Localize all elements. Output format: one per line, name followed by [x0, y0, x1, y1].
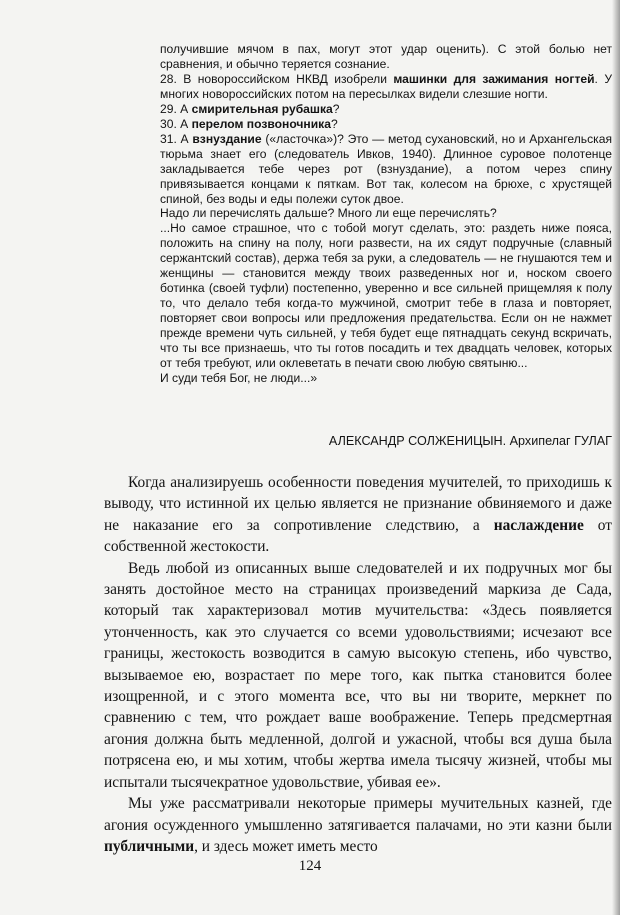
main-paragraph-1: Когда анализируешь особенности поведения мучителей, то приходишь к выводу, что истинной их целью является не признание обвиняемого и даже не наказание его за сопротивление следствию, а наслаждение от собственной жестокости.: [104, 474, 612, 556]
attribution-work: Архипелаг ГУЛАГ: [509, 434, 612, 448]
epigraph-quote: [160, 42, 612, 386]
main-paragraph-2: Ведь любой из описанных выше следователей и их подручных мог бы занять достойное место на страницах произведений маркиза де Сада, который так характеризовал мотив мучительства: «Здесь появляется утонченность, как это случается со всеми удовольствиями; исчезают все границы, жестокость возводится в самую высокую степень, ибо чувство, вызываемое ею, возрастает по мере того, как пытка становится более изощренной, и с этого момента все, что вы ни творите, меркнет по сравнению с тем, что рождает ваше воображение. Теперь предсмертная агония должна быть медленной, долгой и ужасной, чтобы вся душа была потрясена ею, и мы хотим, чтобы жертва имела тысячу жизней, чтобы мы испытали тысячекратное удовольствие, убивая ее».: [104, 559, 612, 791]
page-number: 124: [298, 858, 322, 874]
attribution-author: АЛЕКСАНДР СОЛЖЕНИЦЫН.: [328, 434, 507, 448]
quote-item-29: 29. А смирительная рубашка?: [160, 101, 340, 116]
quote-intro-line: получившие мячом в пах, могут этот удар оценить). С этой болью нет сравнения, и обычно теряется сознание.: [160, 42, 612, 71]
quote-item-31: 31. А взнуздание («ласточка»)? Это — метод сухановский, но и Архангельская тюрьма знает его (следователь Ивков, 1940). Длинное суровое полотенце закладывается тебе через рот (взнуздание), а потом через спину привязывается концами к пяткам. Вот так, колесом на брюхе, с хрустящей спиной, без воды и еды полежи суток двое.: [160, 131, 612, 206]
quote-item-30: 30. А перелом позвоночника?: [160, 116, 338, 131]
quote-question: Надо ли перечислять дальше? Много ли еще перечислять?: [160, 206, 497, 221]
quote-item-28: 28. В новороссийском НКВД изобрели машинки для зажимания ногтей. У многих новороссийских потом на пересылках видели слезшие ногти.: [160, 71, 612, 101]
quote-attribution: [200, 434, 612, 448]
page-edge-shadow: [612, 0, 620, 915]
quote-passage: ...Но самое страшное, что с тобой могут сделать, это: раздеть ниже пояса, положить на спину на полу, ноги развести, на их сядут подручные (славный сержантский состав), держа тебя за руки, а следователь — не гнушаются тем и женщины — становится между твоих разведенных ног и, носком своего ботинка (своей туфли) постепенно, уверенно и все сильней прищемляя к полу то, что делало тебя когда-то мужчиной, смотрит тебе в глаза и повторяет, повторяет свои вопросы или предложения предательства. Если он не нажмет прежде времени чуть сильней, у тебя будет еще пятнадцать секунд вскричать, что ты все признаешь, что ты готов посадить и тех двадцать человек, которых от тебя требуют, или оклеветать в печати свою любую святыню...: [160, 221, 612, 371]
main-paragraph-3: Мы уже рассматривали некоторые примеры мучительных казней, где агония осужденного умышленно затягивается палачами, но эти казни были публичными, и здесь может иметь место: [104, 795, 612, 855]
quote-closing: И суди тебя Бог, не люди...»: [160, 370, 318, 385]
main-text: [104, 472, 612, 857]
